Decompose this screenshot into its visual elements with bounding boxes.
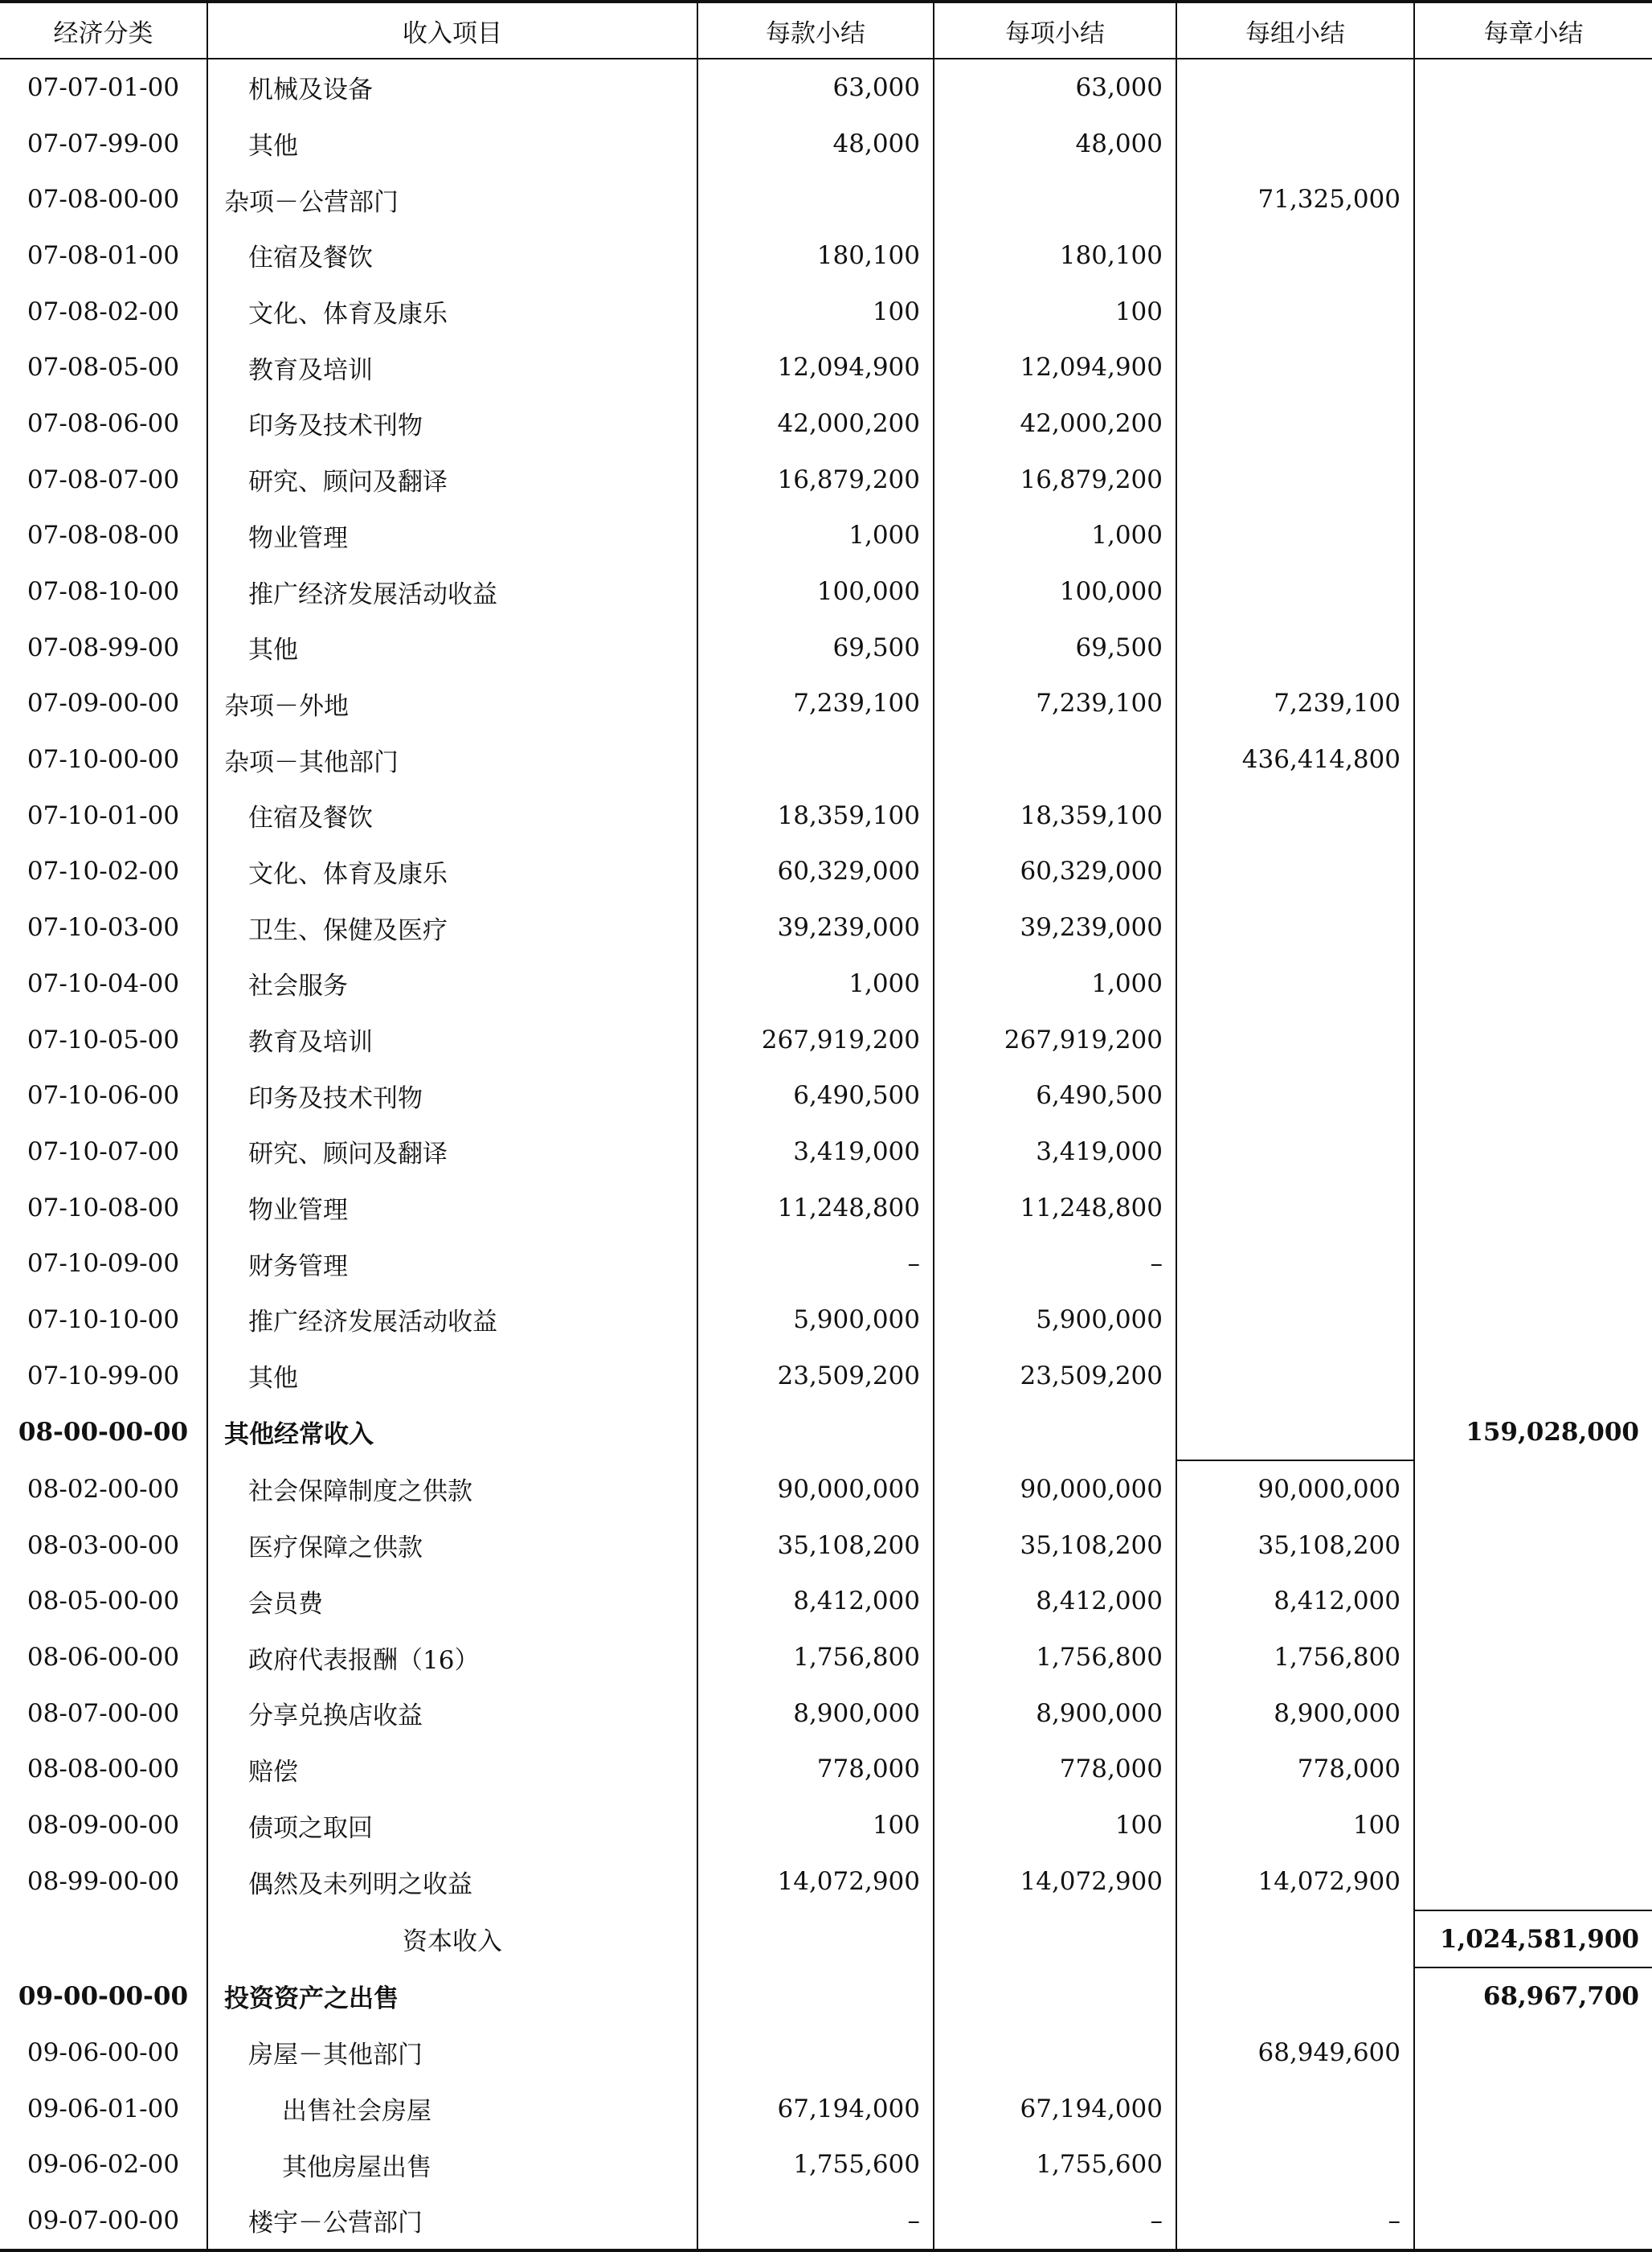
subtotal-kuan-cell: 8,900,000 xyxy=(697,1685,934,1742)
subtotal-xiang-cell: 12,094,900 xyxy=(934,339,1176,395)
subtotal-zhang-cell xyxy=(1414,1629,1652,1685)
economic-code-cell: 07-10-00-00 xyxy=(0,731,207,788)
economic-code-cell: 07-08-06-00 xyxy=(0,395,207,452)
subtotal-kuan-cell: 1,000 xyxy=(697,956,934,1012)
economic-code-cell: 08-07-00-00 xyxy=(0,1685,207,1742)
economic-code-cell: 07-09-00-00 xyxy=(0,676,207,732)
subtotal-xiang-cell: 5,900,000 xyxy=(934,1292,1176,1348)
revenue-item-cell: 物业管理 xyxy=(207,508,697,564)
subtotal-zhang-cell xyxy=(1414,171,1652,227)
subtotal-xiang-cell: 18,359,100 xyxy=(934,788,1176,844)
economic-code-cell: 08-99-00-00 xyxy=(0,1853,207,1910)
subtotal-zhang-cell xyxy=(1414,284,1652,340)
table-row xyxy=(0,2136,1652,2193)
subtotal-xiang-cell xyxy=(934,1404,1176,1461)
table-row xyxy=(0,731,1652,788)
economic-code-cell: 07-10-02-00 xyxy=(0,844,207,900)
subtotal-zu-cell: 35,108,200 xyxy=(1176,1517,1414,1574)
subtotal-xiang-cell: 100 xyxy=(934,1797,1176,1853)
table-row xyxy=(0,1629,1652,1685)
economic-code-cell: 08-02-00-00 xyxy=(0,1460,207,1517)
subtotal-kuan-cell: 23,509,200 xyxy=(697,1348,934,1404)
economic-code-cell: 07-08-02-00 xyxy=(0,284,207,340)
revenue-item-cell: 社会服务 xyxy=(207,956,697,1012)
subtotal-xiang-cell: 69,500 xyxy=(934,620,1176,676)
subtotal-zu-cell xyxy=(1176,1012,1414,1068)
revenue-item-cell: 其他 xyxy=(207,620,697,676)
subtotal-xiang-cell: 16,879,200 xyxy=(934,452,1176,508)
revenue-item-cell: 债项之取回 xyxy=(207,1797,697,1853)
subtotal-xiang-cell xyxy=(934,1967,1176,2025)
subtotal-kuan-cell: 69,500 xyxy=(697,620,934,676)
subtotal-zu-cell xyxy=(1176,956,1414,1012)
subtotal-kuan-cell: 60,329,000 xyxy=(697,844,934,900)
subtotal-zu-cell xyxy=(1176,2081,1414,2137)
subtotal-zhang-cell xyxy=(1414,227,1652,284)
revenue-item-cell: 住宿及餐饮 xyxy=(207,227,697,284)
table-row xyxy=(0,1404,1652,1461)
economic-code-cell: 07-10-06-00 xyxy=(0,1067,207,1124)
revenue-item-cell: 推广经济发展活动收益 xyxy=(207,1292,697,1348)
economic-code-cell: 07-10-05-00 xyxy=(0,1012,207,1068)
subtotal-zu-cell: 8,900,000 xyxy=(1176,1685,1414,1742)
revenue-item-cell: 偶然及未列明之收益 xyxy=(207,1853,697,1910)
subtotal-xiang-cell: 6,490,500 xyxy=(934,1067,1176,1124)
subtotal-zhang-cell xyxy=(1414,59,1652,116)
subtotal-zhang-cell xyxy=(1414,788,1652,844)
subtotal-zu-cell xyxy=(1176,788,1414,844)
economic-code-cell: 07-08-00-00 xyxy=(0,171,207,227)
revenue-item-cell: 杂项－公营部门 xyxy=(207,171,697,227)
economic-code-cell: 09-06-02-00 xyxy=(0,2136,207,2193)
subtotal-zhang-cell xyxy=(1414,1460,1652,1517)
table-row xyxy=(0,1012,1652,1068)
economic-code-cell: 07-08-05-00 xyxy=(0,339,207,395)
subtotal-xiang-cell: 1,000 xyxy=(934,508,1176,564)
revenue-item-cell: 杂项－外地 xyxy=(207,676,697,732)
subtotal-xiang-cell: 48,000 xyxy=(934,116,1176,172)
subtotal-zu-cell: 71,325,000 xyxy=(1176,171,1414,227)
subtotal-kuan-cell: 7,239,100 xyxy=(697,676,934,732)
revenue-item-cell: 卫生、保健及医疗 xyxy=(207,899,697,956)
subtotal-zhang-cell xyxy=(1414,1124,1652,1180)
subtotal-zhang-cell xyxy=(1414,2193,1652,2250)
subtotal-zhang-cell xyxy=(1414,2081,1652,2137)
header-row xyxy=(0,2,1652,59)
subtotal-kuan-cell: 267,919,200 xyxy=(697,1012,934,1068)
subtotal-zu-cell xyxy=(1176,116,1414,172)
subtotal-zhang-cell xyxy=(1414,116,1652,172)
subtotal-xiang-cell: 23,509,200 xyxy=(934,1348,1176,1404)
economic-code-cell: 09-06-00-00 xyxy=(0,2025,207,2081)
table-row xyxy=(0,2025,1652,2081)
table-row xyxy=(0,1348,1652,1404)
subtotal-zu-cell xyxy=(1176,1180,1414,1236)
subtotal-zhang-cell xyxy=(1414,452,1652,508)
revenue-item-cell: 财务管理 xyxy=(207,1235,697,1292)
table-row xyxy=(0,1685,1652,1742)
revenue-item-cell: 住宿及餐饮 xyxy=(207,788,697,844)
table-row xyxy=(0,395,1652,452)
subtotal-zhang-cell xyxy=(1414,1853,1652,1910)
subtotal-xiang-cell: 100,000 xyxy=(934,563,1176,620)
subtotal-zu-cell xyxy=(1176,1124,1414,1180)
table-row xyxy=(0,844,1652,900)
revenue-item-cell: 出售社会房屋 xyxy=(207,2081,697,2137)
header-revenue-item: 收入项目 xyxy=(207,2,697,59)
subtotal-xiang-cell: 180,100 xyxy=(934,227,1176,284)
revenue-item-cell: 印务及技术刊物 xyxy=(207,1067,697,1124)
header-subtotal-zu: 每组小结 xyxy=(1176,2,1414,59)
subtotal-zhang-cell xyxy=(1414,1180,1652,1236)
economic-code-cell: 08-03-00-00 xyxy=(0,1517,207,1574)
table-row xyxy=(0,227,1652,284)
subtotal-zhang-cell xyxy=(1414,1067,1652,1124)
subtotal-kuan-cell xyxy=(697,731,934,788)
subtotal-zu-cell xyxy=(1176,284,1414,340)
subtotal-zhang-cell xyxy=(1414,339,1652,395)
economic-code-cell: 07-08-99-00 xyxy=(0,620,207,676)
subtotal-xiang-cell xyxy=(934,1910,1176,1968)
subtotal-kuan-cell: 100 xyxy=(697,1797,934,1853)
subtotal-xiang-cell: – xyxy=(934,2193,1176,2250)
subtotal-zu-cell xyxy=(1176,844,1414,900)
subtotal-zu-cell: 7,239,100 xyxy=(1176,676,1414,732)
economic-code-cell: 08-08-00-00 xyxy=(0,1742,207,1798)
subtotal-zhang-cell xyxy=(1414,1574,1652,1630)
table-row xyxy=(0,1517,1652,1574)
revenue-item-cell: 资本收入 xyxy=(207,1910,697,1968)
subtotal-zu-cell xyxy=(1176,563,1414,620)
table-row xyxy=(0,1967,1652,2025)
subtotal-kuan-cell: 90,000,000 xyxy=(697,1460,934,1517)
table-row xyxy=(0,1460,1652,1517)
subtotal-zhang-cell xyxy=(1414,2136,1652,2193)
subtotal-kuan-cell: 100 xyxy=(697,284,934,340)
subtotal-kuan-cell xyxy=(697,1910,934,1968)
subtotal-zu-cell xyxy=(1176,1910,1414,1968)
subtotal-xiang-cell: 1,756,800 xyxy=(934,1629,1176,1685)
revenue-item-cell: 机械及设备 xyxy=(207,59,697,116)
table-row xyxy=(0,284,1652,340)
header-subtotal-kuan: 每款小结 xyxy=(697,2,934,59)
subtotal-kuan-cell: 16,879,200 xyxy=(697,452,934,508)
subtotal-zhang-cell xyxy=(1414,1292,1652,1348)
subtotal-kuan-cell: 180,100 xyxy=(697,227,934,284)
header-economic-class: 经济分类 xyxy=(0,2,207,59)
subtotal-xiang-cell: 63,000 xyxy=(934,59,1176,116)
subtotal-kuan-cell: 48,000 xyxy=(697,116,934,172)
economic-code-cell: 07-10-01-00 xyxy=(0,788,207,844)
economic-code-cell xyxy=(0,1910,207,1968)
economic-code-cell: 09-07-00-00 xyxy=(0,2193,207,2250)
table-row xyxy=(0,452,1652,508)
subtotal-xiang-cell: 35,108,200 xyxy=(934,1517,1176,1574)
subtotal-kuan-cell xyxy=(697,1404,934,1461)
subtotal-zu-cell xyxy=(1176,452,1414,508)
table-row xyxy=(0,1853,1652,1910)
economic-code-cell: 07-07-01-00 xyxy=(0,59,207,116)
economic-code-cell: 09-06-01-00 xyxy=(0,2081,207,2137)
revenue-item-cell: 政府代表报酬（16） xyxy=(207,1629,697,1685)
revenue-item-cell: 分享兑换店收益 xyxy=(207,1685,697,1742)
table-row xyxy=(0,1292,1652,1348)
subtotal-zhang-cell xyxy=(1414,676,1652,732)
table-row xyxy=(0,1797,1652,1853)
subtotal-xiang-cell: 42,000,200 xyxy=(934,395,1176,452)
subtotal-zhang-cell xyxy=(1414,1348,1652,1404)
subtotal-xiang-cell: 67,194,000 xyxy=(934,2081,1176,2137)
subtotal-zu-cell: 14,072,900 xyxy=(1176,1853,1414,1910)
subtotal-kuan-cell: 14,072,900 xyxy=(697,1853,934,1910)
revenue-item-cell: 其他 xyxy=(207,1348,697,1404)
economic-code-cell: 07-10-08-00 xyxy=(0,1180,207,1236)
economic-code-cell: 07-08-10-00 xyxy=(0,563,207,620)
subtotal-xiang-cell: 60,329,000 xyxy=(934,844,1176,900)
subtotal-kuan-cell: 12,094,900 xyxy=(697,339,934,395)
subtotal-zu-cell xyxy=(1176,1235,1414,1292)
subtotal-zu-cell: 90,000,000 xyxy=(1176,1460,1414,1517)
subtotal-zhang-cell xyxy=(1414,899,1652,956)
subtotal-xiang-cell xyxy=(934,731,1176,788)
subtotal-zu-cell xyxy=(1176,620,1414,676)
subtotal-zhang-cell xyxy=(1414,395,1652,452)
revenue-item-cell: 文化、体育及康乐 xyxy=(207,284,697,340)
subtotal-zu-cell xyxy=(1176,1292,1414,1348)
subtotal-zu-cell xyxy=(1176,227,1414,284)
subtotal-xiang-cell: 7,239,100 xyxy=(934,676,1176,732)
table-row xyxy=(0,1235,1652,1292)
economic-code-cell: 08-00-00-00 xyxy=(0,1404,207,1461)
subtotal-xiang-cell xyxy=(934,171,1176,227)
subtotal-xiang-cell: 1,000 xyxy=(934,956,1176,1012)
economic-code-cell: 07-08-08-00 xyxy=(0,508,207,564)
subtotal-zu-cell xyxy=(1176,1067,1414,1124)
economic-code-cell: 07-07-99-00 xyxy=(0,116,207,172)
subtotal-kuan-cell: 11,248,800 xyxy=(697,1180,934,1236)
table-body xyxy=(0,59,1652,2250)
subtotal-xiang-cell: – xyxy=(934,1235,1176,1292)
subtotal-kuan-cell: 42,000,200 xyxy=(697,395,934,452)
revenue-item-cell: 楼宇－公营部门 xyxy=(207,2193,697,2250)
revenue-item-cell: 研究、顾问及翻译 xyxy=(207,1124,697,1180)
revenue-item-cell: 其他经常收入 xyxy=(207,1404,697,1461)
table-row xyxy=(0,1124,1652,1180)
subtotal-kuan-cell: 67,194,000 xyxy=(697,2081,934,2137)
subtotal-kuan-cell: – xyxy=(697,1235,934,1292)
subtotal-zhang-cell xyxy=(1414,563,1652,620)
subtotal-zhang-cell xyxy=(1414,1012,1652,1068)
revenue-item-cell: 研究、顾问及翻译 xyxy=(207,452,697,508)
subtotal-kuan-cell xyxy=(697,171,934,227)
subtotal-zu-cell: 436,414,800 xyxy=(1176,731,1414,788)
table-row xyxy=(0,788,1652,844)
subtotal-zhang-cell: 159,028,000 xyxy=(1414,1404,1652,1461)
subtotal-zu-cell: 1,756,800 xyxy=(1176,1629,1414,1685)
table-row xyxy=(0,508,1652,564)
subtotal-zhang-cell xyxy=(1414,1517,1652,1574)
subtotal-xiang-cell: 11,248,800 xyxy=(934,1180,1176,1236)
subtotal-zu-cell xyxy=(1176,2136,1414,2193)
table-row xyxy=(0,171,1652,227)
economic-code-cell: 07-10-03-00 xyxy=(0,899,207,956)
subtotal-xiang-cell: 8,412,000 xyxy=(934,1574,1176,1630)
revenue-item-cell: 推广经济发展活动收益 xyxy=(207,563,697,620)
economic-code-cell: 08-06-00-00 xyxy=(0,1629,207,1685)
subtotal-zu-cell xyxy=(1176,508,1414,564)
subtotal-kuan-cell: 6,490,500 xyxy=(697,1067,934,1124)
subtotal-kuan-cell: 8,412,000 xyxy=(697,1574,934,1630)
subtotal-zhang-cell xyxy=(1414,2025,1652,2081)
subtotal-kuan-cell xyxy=(697,2025,934,2081)
economic-code-cell: 07-10-07-00 xyxy=(0,1124,207,1180)
header-subtotal-xiang: 每项小结 xyxy=(934,2,1176,59)
revenue-item-cell: 其他 xyxy=(207,116,697,172)
table-row xyxy=(0,59,1652,116)
subtotal-kuan-cell: 100,000 xyxy=(697,563,934,620)
subtotal-kuan-cell: – xyxy=(697,2193,934,2250)
revenue-item-cell: 教育及培训 xyxy=(207,1012,697,1068)
table-row xyxy=(0,899,1652,956)
subtotal-kuan-cell: 1,755,600 xyxy=(697,2136,934,2193)
table-row xyxy=(0,1574,1652,1630)
subtotal-kuan-cell: 5,900,000 xyxy=(697,1292,934,1348)
subtotal-kuan-cell xyxy=(697,1967,934,2025)
revenue-item-cell: 社会保障制度之供款 xyxy=(207,1460,697,1517)
table-row xyxy=(0,956,1652,1012)
table-row xyxy=(0,116,1652,172)
subtotal-zu-cell xyxy=(1176,1967,1414,2025)
subtotal-zu-cell: 68,949,600 xyxy=(1176,2025,1414,2081)
table-row xyxy=(0,620,1652,676)
subtotal-kuan-cell: 1,756,800 xyxy=(697,1629,934,1685)
revenue-item-cell: 赔偿 xyxy=(207,1742,697,1798)
revenue-item-cell: 教育及培训 xyxy=(207,339,697,395)
table-row xyxy=(0,2193,1652,2250)
subtotal-xiang-cell xyxy=(934,2025,1176,2081)
header-subtotal-zhang: 每章小结 xyxy=(1414,2,1652,59)
subtotal-zu-cell xyxy=(1176,1348,1414,1404)
subtotal-zhang-cell xyxy=(1414,508,1652,564)
table-row xyxy=(0,1067,1652,1124)
economic-code-cell: 08-05-00-00 xyxy=(0,1574,207,1630)
subtotal-xiang-cell: 39,239,000 xyxy=(934,899,1176,956)
subtotal-kuan-cell: 1,000 xyxy=(697,508,934,564)
economic-code-cell: 09-00-00-00 xyxy=(0,1967,207,2025)
revenue-item-cell: 其他房屋出售 xyxy=(207,2136,697,2193)
table-row xyxy=(0,563,1652,620)
subtotal-kuan-cell: 35,108,200 xyxy=(697,1517,934,1574)
revenue-item-cell: 房屋－其他部门 xyxy=(207,2025,697,2081)
subtotal-xiang-cell: 8,900,000 xyxy=(934,1685,1176,1742)
subtotal-kuan-cell: 778,000 xyxy=(697,1742,934,1798)
revenue-item-cell: 印务及技术刊物 xyxy=(207,395,697,452)
table-row xyxy=(0,1180,1652,1236)
revenue-item-cell: 投资资产之出售 xyxy=(207,1967,697,2025)
economic-code-cell: 07-08-07-00 xyxy=(0,452,207,508)
subtotal-zhang-cell xyxy=(1414,1797,1652,1853)
subtotal-kuan-cell: 18,359,100 xyxy=(697,788,934,844)
subtotal-kuan-cell: 39,239,000 xyxy=(697,899,934,956)
subtotal-xiang-cell: 14,072,900 xyxy=(934,1853,1176,1910)
economic-code-cell: 07-10-09-00 xyxy=(0,1235,207,1292)
subtotal-zhang-cell xyxy=(1414,1235,1652,1292)
subtotal-zu-cell xyxy=(1176,339,1414,395)
subtotal-xiang-cell: 267,919,200 xyxy=(934,1012,1176,1068)
economic-code-cell: 07-10-99-00 xyxy=(0,1348,207,1404)
subtotal-kuan-cell: 63,000 xyxy=(697,59,934,116)
subtotal-zu-cell: 8,412,000 xyxy=(1176,1574,1414,1630)
subtotal-zu-cell xyxy=(1176,59,1414,116)
revenue-item-cell: 杂项－其他部门 xyxy=(207,731,697,788)
economic-code-cell: 07-08-01-00 xyxy=(0,227,207,284)
subtotal-zhang-cell xyxy=(1414,731,1652,788)
table-row xyxy=(0,1910,1652,1968)
revenue-item-cell: 文化、体育及康乐 xyxy=(207,844,697,900)
subtotal-zu-cell xyxy=(1176,395,1414,452)
subtotal-zhang-cell xyxy=(1414,844,1652,900)
subtotal-zhang-cell xyxy=(1414,1685,1652,1742)
table-row xyxy=(0,1742,1652,1798)
subtotal-xiang-cell: 3,419,000 xyxy=(934,1124,1176,1180)
subtotal-zu-cell: 778,000 xyxy=(1176,1742,1414,1798)
subtotal-zu-cell: – xyxy=(1176,2193,1414,2250)
subtotal-zu-cell: 100 xyxy=(1176,1797,1414,1853)
subtotal-zhang-cell: 1,024,581,900 xyxy=(1414,1910,1652,1968)
subtotal-zhang-cell: 68,967,700 xyxy=(1414,1967,1652,2025)
subtotal-zhang-cell xyxy=(1414,1742,1652,1798)
economic-code-cell: 08-09-00-00 xyxy=(0,1797,207,1853)
revenue-item-cell: 物业管理 xyxy=(207,1180,697,1236)
economic-code-cell: 07-10-10-00 xyxy=(0,1292,207,1348)
subtotal-zu-cell xyxy=(1176,899,1414,956)
economic-code-cell: 07-10-04-00 xyxy=(0,956,207,1012)
subtotal-zhang-cell xyxy=(1414,620,1652,676)
subtotal-xiang-cell: 90,000,000 xyxy=(934,1460,1176,1517)
revenue-item-cell: 医疗保障之供款 xyxy=(207,1517,697,1574)
subtotal-xiang-cell: 1,755,600 xyxy=(934,2136,1176,2193)
subtotal-zu-cell xyxy=(1176,1404,1414,1461)
subtotal-zhang-cell xyxy=(1414,956,1652,1012)
table-row xyxy=(0,339,1652,395)
table-row xyxy=(0,676,1652,732)
subtotal-xiang-cell: 778,000 xyxy=(934,1742,1176,1798)
revenue-item-cell: 会员费 xyxy=(207,1574,697,1630)
subtotal-xiang-cell: 100 xyxy=(934,284,1176,340)
table-row xyxy=(0,2081,1652,2137)
subtotal-kuan-cell: 3,419,000 xyxy=(697,1124,934,1180)
